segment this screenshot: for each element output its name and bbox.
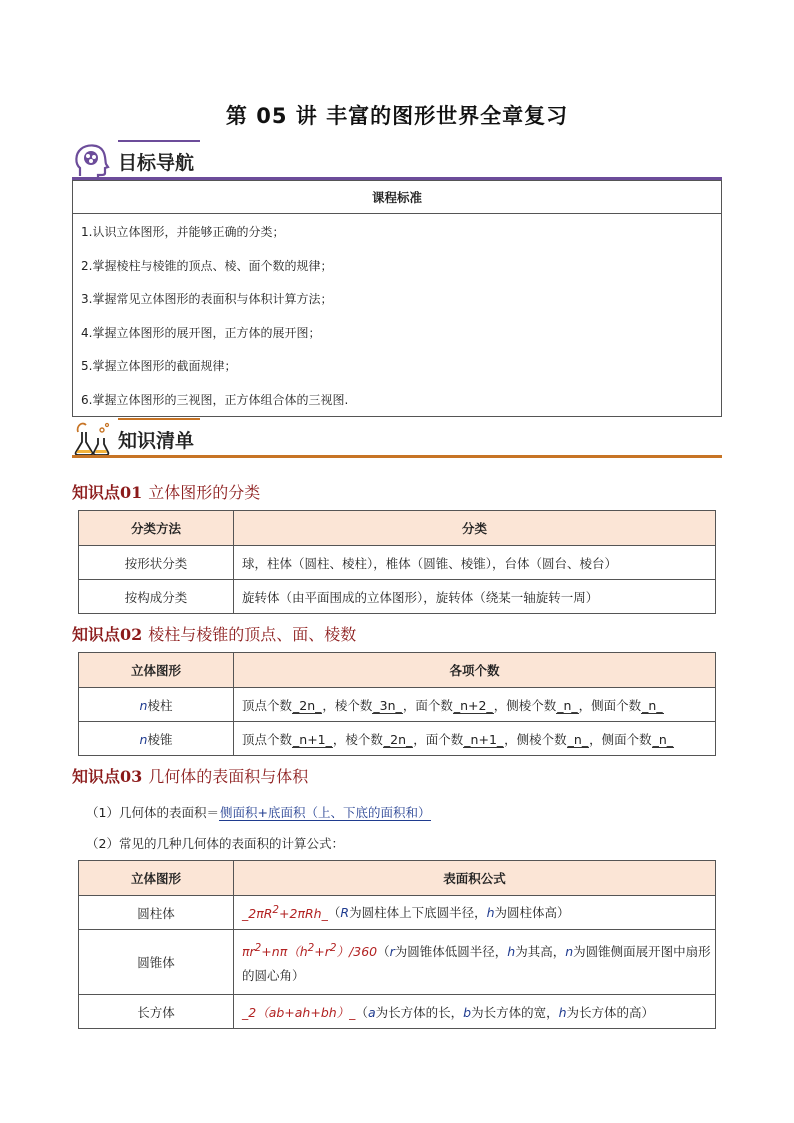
count-value: _2n_ xyxy=(383,731,413,747)
desc-text: （ xyxy=(377,944,390,960)
variable: R xyxy=(340,905,350,921)
table-cell: 球，柱体（圆柱、棱柱），椎体（圆锥、棱锥），台体（圆台、棱台） xyxy=(234,546,716,580)
desc-text: 为其高， xyxy=(515,944,566,960)
table-row xyxy=(79,896,716,930)
formula xyxy=(242,941,378,960)
desc-text: （ xyxy=(327,905,341,921)
kp-number: 知识点03 xyxy=(72,767,143,786)
shape-name: 棱柱 xyxy=(147,697,173,713)
desc-text: 为圆柱体上下底圆半径， xyxy=(349,905,487,921)
goal-item: 5.掌握立体图形的截面规律； xyxy=(73,349,722,383)
paragraph xyxy=(86,803,431,821)
count-value: _n+2_ xyxy=(453,697,493,713)
count-value: _n_ xyxy=(557,697,578,713)
desc-text: 为长方体的高） xyxy=(566,1004,655,1020)
column-header: 立体图形 xyxy=(79,653,234,688)
variable: h xyxy=(507,944,516,960)
table-cell: 圆锥体 xyxy=(79,930,234,995)
goal-item: 2.掌握棱柱与棱锥的顶点、棱、面个数的规律； xyxy=(73,249,722,283)
page-title: 第 05 讲 丰富的图形世界全章复习 xyxy=(225,104,569,128)
formula-part: +r xyxy=(314,944,330,960)
count-value: _2n_ xyxy=(293,697,322,713)
formula-part: ）/360 xyxy=(336,944,378,960)
table-cell: 按构成分类 xyxy=(79,580,234,614)
count-label: 顶点个数 xyxy=(242,697,293,713)
formula-part: πr xyxy=(242,944,255,960)
table-cell xyxy=(234,896,716,930)
counts-table xyxy=(78,652,716,756)
table-cell xyxy=(79,722,234,756)
variable: h xyxy=(558,1004,567,1020)
table-row xyxy=(79,995,716,1029)
knowledge-point-title xyxy=(72,622,356,645)
table-cell xyxy=(234,930,716,995)
section-header-knowledge xyxy=(72,418,722,458)
surface-area-table xyxy=(78,860,716,1029)
formula-exponent: 2 xyxy=(329,941,337,954)
section-divider xyxy=(72,455,722,458)
section-header-goals xyxy=(72,140,722,180)
count-label: ，面个数 xyxy=(413,731,464,747)
table-cell xyxy=(234,722,716,756)
desc-text: 为圆柱体高） xyxy=(494,905,570,921)
para-underlined: 侧面积+底面积（上、下底的面积和） xyxy=(219,805,431,820)
formula-exponent: 2 xyxy=(307,941,315,954)
desc-text: （ xyxy=(355,1004,368,1020)
kp-text: 立体图形的分类 xyxy=(148,483,261,502)
count-label: ，侧棱个数 xyxy=(504,731,567,747)
column-header: 分类方法 xyxy=(79,511,234,546)
count-value: _n+1_ xyxy=(464,731,504,747)
column-header: 立体图形 xyxy=(79,861,234,896)
desc-text: 为圆锥体低圆半径， xyxy=(394,944,508,960)
table-row xyxy=(79,546,716,580)
knowledge-point-title xyxy=(72,480,260,503)
variable: a xyxy=(367,1004,376,1020)
formula: _2（ab+ah+bh）_ xyxy=(242,1004,356,1020)
count-value: _n_ xyxy=(642,697,663,713)
formula-exponent: 2 xyxy=(254,941,262,954)
section-label: 知识清单 xyxy=(118,430,195,452)
count-value: _n+1_ xyxy=(293,731,332,747)
table-cell: 长方体 xyxy=(79,995,234,1029)
goal-item: 6.掌握立体图形的三视图，正方体组合体的三视图. xyxy=(73,383,722,417)
variable: h xyxy=(486,905,495,921)
table-header: 课程标准 xyxy=(73,181,722,214)
kp-text: 棱柱与棱锥的顶点、面、棱数 xyxy=(148,625,357,644)
var-n: n xyxy=(139,731,148,747)
count-label: ，侧面个数 xyxy=(589,731,652,747)
paragraph: （2）常见的几种几何体的表面积的计算公式： xyxy=(86,836,344,851)
count-value: _n_ xyxy=(652,731,674,747)
goal-table xyxy=(72,180,722,417)
para-text: （1）几何体的表面积＝ xyxy=(86,805,219,820)
table-row xyxy=(79,688,716,722)
table-row xyxy=(79,930,716,995)
desc-text: 为圆锥侧面展开图中扇形的圆心角） xyxy=(242,944,711,984)
kp-number: 知识点01 xyxy=(72,483,143,502)
shape-name: 棱锥 xyxy=(147,731,173,747)
table-cell xyxy=(79,688,234,722)
table-cell: 旋转体（由平面围成的立体图形），旋转体（绕某一轴旋转一周） xyxy=(234,580,716,614)
count-label: ，面个数 xyxy=(402,697,453,713)
desc-text: 为长方体的长， xyxy=(375,1004,464,1020)
formula-part: +2πRh_ xyxy=(279,905,328,921)
count-value: _n_ xyxy=(567,731,589,747)
count-label: ，棱个数 xyxy=(332,731,383,747)
table-row xyxy=(79,580,716,614)
flask-icon xyxy=(72,418,112,458)
goal-item: 3.掌握常见立体图形的表面积与体积计算方法； xyxy=(73,282,722,316)
formula-part: +nπ（h xyxy=(261,944,308,960)
variable: r xyxy=(389,944,395,960)
variable: b xyxy=(463,1004,472,1020)
table-cell: 圆柱体 xyxy=(79,896,234,930)
goal-item: 1.认识立体图形，并能够正确的分类； xyxy=(73,214,722,249)
section-top-line xyxy=(118,140,200,142)
kp-text: 几何体的表面积与体积 xyxy=(148,767,309,786)
table-cell xyxy=(234,995,716,1029)
section-top-line xyxy=(118,418,200,420)
formula xyxy=(242,903,328,921)
count-value: _3n_ xyxy=(373,697,402,713)
table-cell: 按形状分类 xyxy=(79,546,234,580)
column-header: 分类 xyxy=(234,511,716,546)
var-n: n xyxy=(139,697,148,713)
section-label: 目标导航 xyxy=(118,152,195,174)
goal-item: 4.掌握立体图形的展开图，正方体的展开图； xyxy=(73,316,722,350)
count-label: ，侧棱个数 xyxy=(493,697,557,713)
column-header: 各项个数 xyxy=(234,653,716,688)
variable: n xyxy=(565,944,574,960)
count-label: ，棱个数 xyxy=(322,697,373,713)
classification-table xyxy=(78,510,716,614)
desc-text: 为长方体的宽， xyxy=(471,1004,559,1020)
table-row xyxy=(79,722,716,756)
formula-part: _2πR xyxy=(242,905,273,921)
formula-exponent: 2 xyxy=(272,903,280,916)
table-cell xyxy=(234,688,716,722)
column-header: 表面积公式 xyxy=(234,861,716,896)
brain-icon xyxy=(72,140,112,180)
count-label: ，侧面个数 xyxy=(578,697,642,713)
kp-number: 知识点02 xyxy=(72,625,143,644)
count-label: 顶点个数 xyxy=(242,731,293,747)
knowledge-point-title xyxy=(72,764,308,787)
